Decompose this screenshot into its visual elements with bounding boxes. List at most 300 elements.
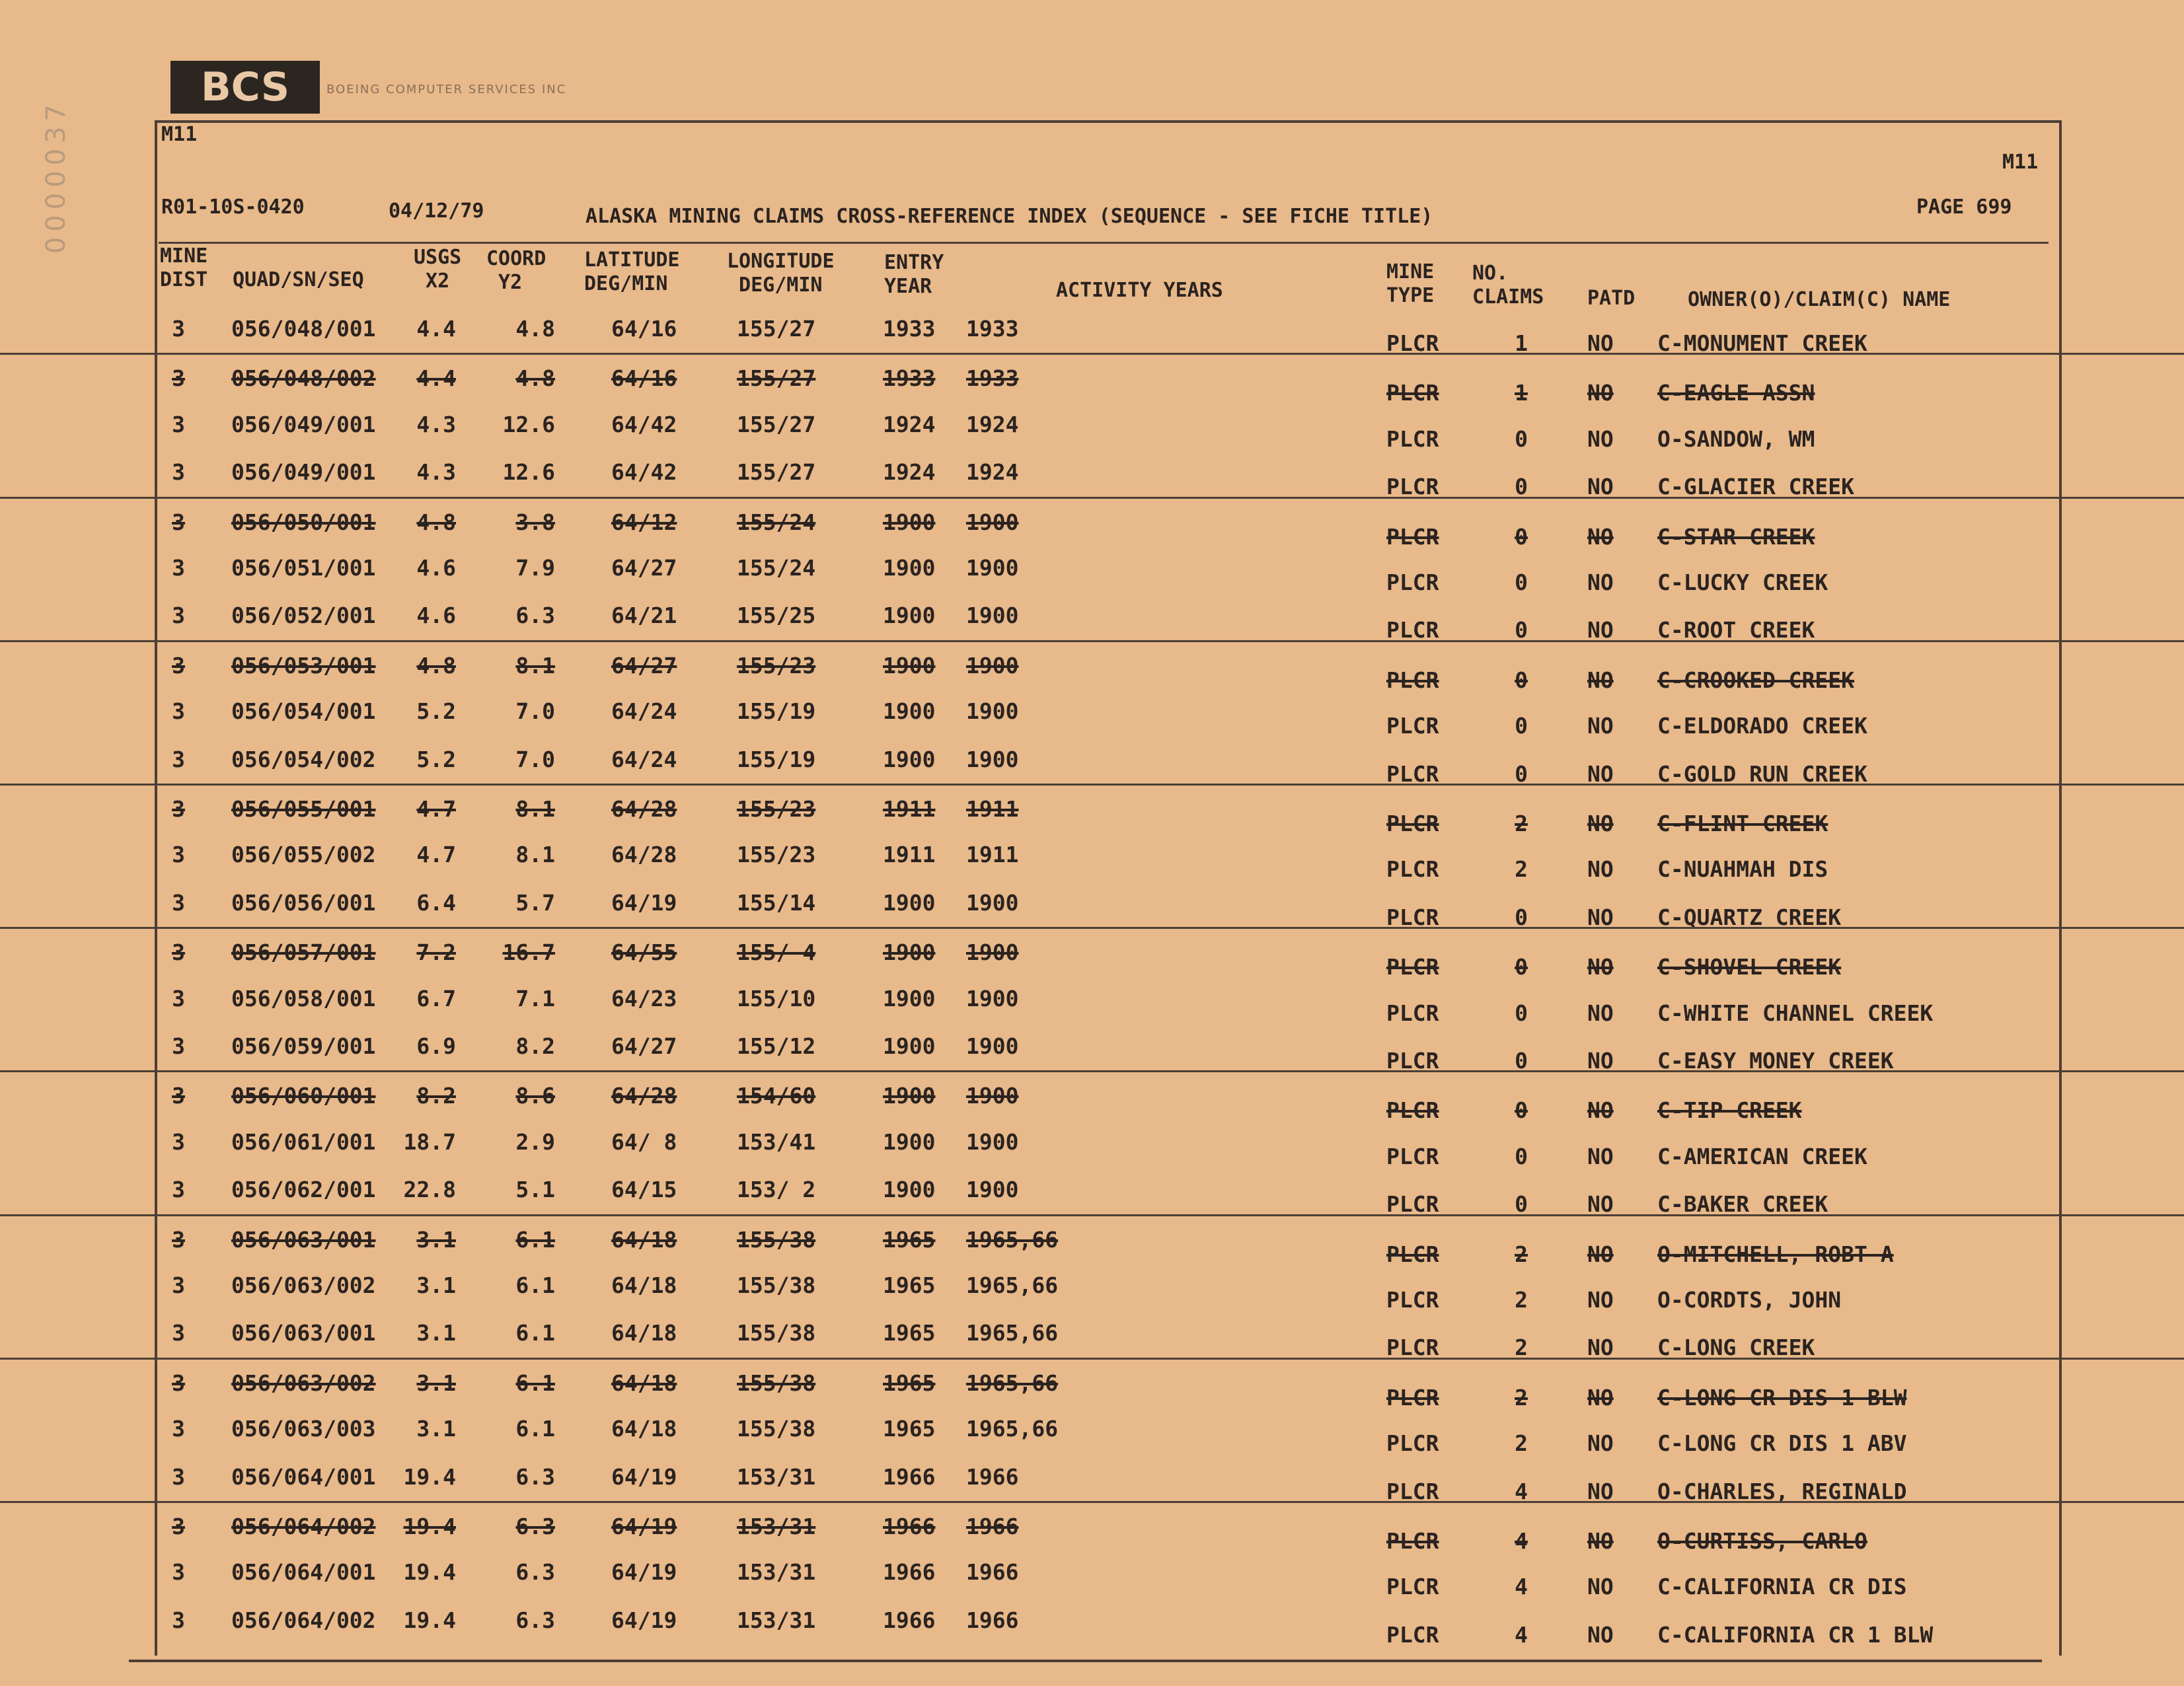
- cell-patd: NO: [1587, 1191, 1614, 1217]
- cell-claims: 0: [1515, 761, 1528, 787]
- cell-x2: 5.2: [416, 698, 456, 724]
- cell-y2: 6.1: [515, 1370, 555, 1396]
- table-row: [0, 879, 2184, 930]
- cell-lat: 64/16: [611, 365, 677, 391]
- cell-y2: 8.1: [515, 842, 555, 867]
- cell-claims: 2: [1515, 811, 1528, 836]
- cell-dist: 3: [172, 1416, 185, 1442]
- cell-lat: 64/18: [611, 1320, 677, 1346]
- cell-type: PLCR: [1386, 811, 1439, 836]
- cell-x2: 19.4: [403, 1559, 456, 1585]
- cell-type: PLCR: [1386, 1241, 1439, 1267]
- cell-x2: 3.1: [416, 1227, 456, 1253]
- cell-act: 1900: [966, 1083, 1019, 1109]
- cell-type: PLCR: [1386, 1144, 1439, 1169]
- cell-name: C-QUARTZ CREEK: [1657, 904, 1842, 930]
- cell-entry: 1933: [883, 316, 936, 342]
- cell-entry: 1900: [883, 939, 936, 965]
- cell-act: 1924: [966, 459, 1019, 485]
- cell-type: PLCR: [1386, 617, 1439, 643]
- cell-claims: 0: [1515, 617, 1528, 643]
- cell-dist: 3: [172, 1177, 185, 1202]
- cell-lat: 64/24: [611, 747, 677, 772]
- cell-lon: 155/24: [737, 509, 816, 535]
- cell-lat: 64/15: [611, 1177, 677, 1202]
- cell-dist: 3: [172, 1272, 185, 1298]
- cell-lat: 64/28: [611, 842, 677, 867]
- cell-act: 1900: [966, 747, 1019, 772]
- cell-lon: 155/25: [737, 603, 816, 628]
- cell-quad: 056/050/001: [231, 509, 376, 535]
- cell-entry: 1900: [883, 986, 936, 1011]
- fiche-label-left: M11: [161, 123, 198, 146]
- cell-quad: 056/064/001: [231, 1464, 376, 1490]
- cell-act: 1924: [966, 412, 1019, 437]
- cell-type: PLCR: [1386, 1430, 1439, 1456]
- cell-claims: 1: [1515, 380, 1528, 406]
- cell-type: PLCR: [1386, 1385, 1439, 1411]
- cell-patd: NO: [1587, 1335, 1614, 1360]
- cell-dist: 3: [172, 747, 185, 772]
- table-row: [0, 688, 2184, 739]
- cell-quad: 056/064/001: [231, 1559, 376, 1585]
- cell-x2: 3.1: [416, 1370, 456, 1396]
- cell-x2: 3.1: [416, 1416, 456, 1442]
- cell-y2: 3.8: [515, 509, 555, 535]
- cell-patd: NO: [1587, 954, 1614, 980]
- cell-patd: NO: [1587, 1479, 1614, 1504]
- cell-patd: NO: [1587, 904, 1614, 930]
- cell-act: 1965,66: [966, 1370, 1059, 1396]
- cell-name: C-EASY MONEY CREEK: [1657, 1048, 1894, 1074]
- table-row: [0, 975, 2184, 1026]
- cell-act: 1900: [966, 939, 1019, 965]
- cell-y2: 6.1: [515, 1320, 555, 1346]
- cell-entry: 1924: [883, 459, 936, 485]
- cell-x2: 3.1: [416, 1320, 456, 1346]
- cell-y2: 2.9: [515, 1129, 555, 1155]
- table-row: [0, 1023, 2184, 1074]
- cell-lon: 155/10: [737, 986, 816, 1011]
- cell-name: O-CHARLES, REGINALD: [1657, 1479, 1907, 1504]
- cell-claims: 0: [1515, 569, 1528, 595]
- cell-dist: 3: [172, 698, 185, 724]
- cell-claims: 0: [1515, 474, 1528, 499]
- cell-y2: 6.1: [515, 1416, 555, 1442]
- cell-act: 1965,66: [966, 1416, 1059, 1442]
- cell-quad: 056/061/001: [231, 1129, 376, 1155]
- cell-dist: 3: [172, 1033, 185, 1059]
- cell-lon: 155/14: [737, 890, 816, 916]
- cell-entry: 1965: [883, 1320, 936, 1346]
- table-row: [0, 1118, 2184, 1169]
- cell-lon: 155/23: [737, 842, 816, 867]
- cell-lon: 155/27: [737, 316, 816, 342]
- cell-quad: 056/055/001: [231, 796, 376, 822]
- cell-quad: 056/057/001: [231, 939, 376, 965]
- cell-lon: 153/41: [737, 1129, 816, 1155]
- cell-dist: 3: [172, 842, 185, 867]
- cell-name: C-GLACIER CREEK: [1657, 474, 1855, 499]
- cell-type: PLCR: [1386, 524, 1439, 550]
- cell-x2: 18.7: [403, 1129, 456, 1155]
- cell-quad: 056/063/001: [231, 1320, 376, 1346]
- col-header-latitude: LATITUDE DEG/MIN: [584, 248, 680, 295]
- cell-dist: 3: [172, 603, 185, 628]
- cell-x2: 4.3: [416, 459, 456, 485]
- cell-name: O-CORDTS, JOHN: [1657, 1287, 1842, 1313]
- cell-x2: 4.6: [416, 603, 456, 628]
- bcs-logo-subtitle: BOEING COMPUTER SERVICES INC: [326, 83, 567, 96]
- table-row: [0, 401, 2184, 452]
- cell-act: 1966: [966, 1559, 1019, 1585]
- cell-name: C-STAR CREEK: [1657, 524, 1815, 550]
- cell-claims: 0: [1515, 1191, 1528, 1217]
- cell-y2: 12.6: [502, 412, 555, 437]
- cell-name: C-ROOT CREEK: [1657, 617, 1815, 643]
- cell-lon: 155/27: [737, 459, 816, 485]
- cell-y2: 8.1: [515, 796, 555, 822]
- cell-claims: 4: [1515, 1479, 1528, 1504]
- cell-name: O-CURTISS, CARLO: [1657, 1528, 1867, 1554]
- cell-y2: 12.6: [502, 459, 555, 485]
- cell-lat: 64/19: [611, 1607, 677, 1633]
- col-header-claims: NO. CLAIMS: [1472, 262, 1544, 309]
- cell-lat: 64/27: [611, 1033, 677, 1059]
- cell-quad: 056/064/002: [231, 1514, 376, 1539]
- cell-x2: 4.7: [416, 842, 456, 867]
- cell-x2: 3.1: [416, 1272, 456, 1298]
- cell-quad: 056/049/001: [231, 459, 376, 485]
- cell-quad: 056/063/002: [231, 1272, 376, 1298]
- cell-act: 1900: [966, 509, 1019, 535]
- cell-lat: 64/27: [611, 555, 677, 581]
- cell-x2: 6.9: [416, 1033, 456, 1059]
- cell-x2: 19.4: [403, 1607, 456, 1633]
- cell-patd: NO: [1587, 1144, 1614, 1169]
- cell-patd: NO: [1587, 667, 1614, 693]
- table-row: [0, 784, 2184, 836]
- table-row: [0, 1549, 2184, 1599]
- cell-y2: 6.3: [515, 1464, 555, 1490]
- table-row: [0, 1309, 2184, 1360]
- cell-lat: 64/18: [611, 1416, 677, 1442]
- cell-type: PLCR: [1386, 904, 1439, 930]
- table-row: [0, 831, 2184, 882]
- cell-x2: 22.8: [403, 1177, 456, 1202]
- table-row: [0, 353, 2184, 406]
- cell-x2: 6.4: [416, 890, 456, 916]
- cell-patd: NO: [1587, 1430, 1614, 1456]
- cell-quad: 056/058/001: [231, 986, 376, 1011]
- cell-y2: 6.1: [515, 1227, 555, 1253]
- cell-y2: 8.6: [515, 1083, 555, 1109]
- col-header-mine-type: MINE TYPE: [1386, 260, 1435, 307]
- cell-name: C-LUCKY CREEK: [1657, 569, 1828, 595]
- cell-claims: 2: [1515, 1335, 1528, 1360]
- cell-x2: 4.6: [416, 555, 456, 581]
- cell-y2: 5.7: [515, 890, 555, 916]
- cell-y2: 5.1: [515, 1177, 555, 1202]
- cell-lon: 155/24: [737, 555, 816, 581]
- cell-lat: 64/16: [611, 316, 677, 342]
- table-row: [0, 640, 2184, 693]
- cell-lon: 153/31: [737, 1514, 816, 1539]
- cell-lat: 64/ 8: [611, 1129, 677, 1155]
- cell-entry: 1966: [883, 1464, 936, 1490]
- cell-dist: 3: [172, 555, 185, 581]
- table-row: [0, 449, 2184, 499]
- cell-patd: NO: [1587, 1000, 1614, 1026]
- cell-lat: 64/28: [611, 796, 677, 822]
- cell-type: PLCR: [1386, 1335, 1439, 1360]
- cell-type: PLCR: [1386, 1000, 1439, 1026]
- cell-type: PLCR: [1386, 1622, 1439, 1648]
- cell-y2: 7.1: [515, 986, 555, 1011]
- col-header-owner-name: OWNER(O)/CLAIM(C) NAME: [1688, 288, 1951, 311]
- cell-dist: 3: [172, 509, 185, 535]
- cell-entry: 1965: [883, 1416, 936, 1442]
- cell-entry: 1900: [883, 1177, 936, 1202]
- cell-lon: 155/12: [737, 1033, 816, 1059]
- cell-dist: 3: [172, 1514, 185, 1539]
- cell-name: C-LONG CREEK: [1657, 1335, 1815, 1360]
- report-title: ALASKA MINING CLAIMS CROSS-REFERENCE INDEX (SEQUENCE - SEE FICHE TITLE): [585, 205, 1433, 228]
- cell-claims: 1: [1515, 330, 1528, 356]
- cell-patd: NO: [1587, 426, 1614, 452]
- cell-lon: 155/38: [737, 1416, 816, 1442]
- cell-y2: 16.7: [502, 939, 555, 965]
- cell-type: PLCR: [1386, 474, 1439, 499]
- cell-entry: 1911: [883, 796, 936, 822]
- cell-x2: 19.4: [403, 1514, 456, 1539]
- cell-x2: 4.4: [416, 316, 456, 342]
- cell-dist: 3: [172, 1607, 185, 1633]
- cell-y2: 8.1: [515, 653, 555, 678]
- cell-lat: 64/23: [611, 986, 677, 1011]
- cell-lon: 155/19: [737, 698, 816, 724]
- cell-lat: 64/27: [611, 653, 677, 678]
- cell-entry: 1965: [883, 1272, 936, 1298]
- cell-patd: NO: [1587, 1048, 1614, 1074]
- cell-lon: 154/60: [737, 1083, 816, 1109]
- col-header-entry-year: ENTRY YEAR: [884, 251, 944, 298]
- cell-patd: NO: [1587, 1385, 1614, 1411]
- cell-patd: NO: [1587, 713, 1614, 739]
- table-row: [0, 544, 2184, 595]
- table-row: [0, 1597, 2184, 1648]
- table-row: [0, 1214, 2184, 1267]
- col-header-quad: QUAD/SN/SEQ: [233, 268, 364, 291]
- cell-act: 1965,66: [966, 1272, 1059, 1298]
- cell-act: 1900: [966, 555, 1019, 581]
- cell-claims: 2: [1515, 856, 1528, 882]
- cell-lon: 155/38: [737, 1272, 816, 1298]
- cell-x2: 4.8: [416, 653, 456, 678]
- cell-type: PLCR: [1386, 1191, 1439, 1217]
- table-row: [0, 1501, 2184, 1554]
- cell-y2: 7.9: [515, 555, 555, 581]
- cell-claims: 2: [1515, 1430, 1528, 1456]
- cell-type: PLCR: [1386, 1097, 1439, 1123]
- table-row: [0, 1405, 2184, 1456]
- cell-claims: 0: [1515, 524, 1528, 550]
- cell-act: 1911: [966, 796, 1019, 822]
- cell-patd: NO: [1587, 524, 1614, 550]
- cell-name: C-FLINT CREEK: [1657, 811, 1828, 836]
- cell-type: PLCR: [1386, 954, 1439, 980]
- cell-claims: 0: [1515, 1000, 1528, 1026]
- col-header-patd: PATD: [1587, 287, 1636, 310]
- cell-patd: NO: [1587, 569, 1614, 595]
- cell-lon: 155/38: [737, 1370, 816, 1396]
- col-header-mine-dist: MINE DIST: [160, 244, 208, 291]
- table-row: [0, 497, 2184, 550]
- cell-name: C-EAGLE ASSN: [1657, 380, 1815, 406]
- cell-type: PLCR: [1386, 856, 1439, 882]
- cell-dist: 3: [172, 986, 185, 1011]
- header-rule: [159, 242, 2049, 244]
- cell-dist: 3: [172, 890, 185, 916]
- table-row: [0, 592, 2184, 643]
- table-row: [0, 1358, 2184, 1411]
- cell-y2: 7.0: [515, 747, 555, 772]
- table-row: [0, 736, 2184, 787]
- cell-entry: 1900: [883, 555, 936, 581]
- cell-act: 1911: [966, 842, 1019, 867]
- cell-entry: 1900: [883, 1033, 936, 1059]
- cell-act: 1900: [966, 986, 1019, 1011]
- cell-act: 1900: [966, 653, 1019, 678]
- cell-lat: 64/18: [611, 1272, 677, 1298]
- cell-lat: 64/18: [611, 1370, 677, 1396]
- cell-x2: 7.2: [416, 939, 456, 965]
- cell-act: 1900: [966, 1033, 1019, 1059]
- cell-claims: 4: [1515, 1622, 1528, 1648]
- cell-quad: 056/048/001: [231, 316, 376, 342]
- cell-quad: 056/056/001: [231, 890, 376, 916]
- cell-act: 1933: [966, 316, 1019, 342]
- cell-y2: 6.3: [515, 1559, 555, 1585]
- cell-lon: 153/ 2: [737, 1177, 816, 1202]
- col-header-coord: COORD Y2: [486, 247, 546, 294]
- cell-claims: 0: [1515, 1144, 1528, 1169]
- cell-patd: NO: [1587, 380, 1614, 406]
- cell-name: O-MITCHELL, ROBT A: [1657, 1241, 1894, 1267]
- cell-act: 1933: [966, 365, 1019, 391]
- document-stamp-number: 0000037: [41, 99, 71, 254]
- cell-name: C-CALIFORNIA CR DIS: [1657, 1574, 1907, 1599]
- cell-entry: 1924: [883, 412, 936, 437]
- cell-claims: 4: [1515, 1574, 1528, 1599]
- cell-lon: 155/23: [737, 796, 816, 822]
- cell-lon: 153/31: [737, 1464, 816, 1490]
- cell-quad: 056/049/001: [231, 412, 376, 437]
- cell-patd: NO: [1587, 330, 1614, 356]
- cell-entry: 1966: [883, 1559, 936, 1585]
- cell-name: C-GOLD RUN CREEK: [1657, 761, 1867, 787]
- cell-name: C-LONG CR DIS 1 BLW: [1657, 1385, 1907, 1411]
- cell-y2: 7.0: [515, 698, 555, 724]
- fiche-label-right: M11: [2002, 151, 2039, 174]
- cell-patd: NO: [1587, 617, 1614, 643]
- cell-act: 1900: [966, 1129, 1019, 1155]
- cell-quad: 056/054/002: [231, 747, 376, 772]
- cell-entry: 1966: [883, 1514, 936, 1539]
- cell-claims: 0: [1515, 904, 1528, 930]
- cell-claims: 4: [1515, 1528, 1528, 1554]
- cell-claims: 0: [1515, 713, 1528, 739]
- cell-lat: 64/55: [611, 939, 677, 965]
- cell-type: PLCR: [1386, 1479, 1439, 1504]
- cell-quad: 056/054/001: [231, 698, 376, 724]
- report-date: 04/12/79: [389, 200, 484, 223]
- table-row: [0, 305, 2184, 356]
- col-header-activity-years: ACTIVITY YEARS: [1056, 279, 1223, 302]
- cell-x2: 4.8: [416, 509, 456, 535]
- report-id: R01-10S-0420: [161, 196, 305, 219]
- cell-lon: 155/27: [737, 412, 816, 437]
- cell-claims: 0: [1515, 1048, 1528, 1074]
- cell-claims: 0: [1515, 954, 1528, 980]
- cell-dist: 3: [172, 796, 185, 822]
- cell-dist: 3: [172, 1559, 185, 1585]
- table-row: [0, 1262, 2184, 1313]
- cell-type: PLCR: [1386, 1528, 1439, 1554]
- cell-lat: 64/28: [611, 1083, 677, 1109]
- cell-lon: 155/38: [737, 1227, 816, 1253]
- cell-patd: NO: [1587, 1622, 1614, 1648]
- cell-dist: 3: [172, 459, 185, 485]
- cell-lon: 155/ 4: [737, 939, 816, 965]
- cell-name: C-LONG CR DIS 1 ABV: [1657, 1430, 1907, 1456]
- cell-entry: 1900: [883, 698, 936, 724]
- cell-type: PLCR: [1386, 330, 1439, 356]
- cell-name: C-CROOKED CREEK: [1657, 667, 1855, 693]
- cell-y2: 6.1: [515, 1272, 555, 1298]
- cell-act: 1966: [966, 1464, 1019, 1490]
- cell-patd: NO: [1587, 1574, 1614, 1599]
- cell-entry: 1900: [883, 890, 936, 916]
- cell-name: O-SANDOW, WM: [1657, 426, 1815, 452]
- cell-entry: 1900: [883, 653, 936, 678]
- cell-dist: 3: [172, 1129, 185, 1155]
- table-row: [0, 1166, 2184, 1217]
- cell-entry: 1933: [883, 365, 936, 391]
- cell-name: C-CALIFORNIA CR 1 BLW: [1657, 1622, 1934, 1648]
- cell-entry: 1900: [883, 509, 936, 535]
- cell-type: PLCR: [1386, 1287, 1439, 1313]
- cell-type: PLCR: [1386, 426, 1439, 452]
- cell-quad: 056/063/002: [231, 1370, 376, 1396]
- cell-x2: 8.2: [416, 1083, 456, 1109]
- cell-act: 1900: [966, 1177, 1019, 1202]
- cell-type: PLCR: [1386, 1574, 1439, 1599]
- cell-patd: NO: [1587, 1287, 1614, 1313]
- cell-y2: 4.8: [515, 316, 555, 342]
- cell-act: 1966: [966, 1607, 1019, 1633]
- cell-quad: 056/055/002: [231, 842, 376, 867]
- cell-x2: 4.3: [416, 412, 456, 437]
- cell-entry: 1965: [883, 1227, 936, 1253]
- cell-claims: 0: [1515, 426, 1528, 452]
- cell-dist: 3: [172, 1227, 185, 1253]
- cell-y2: 4.8: [515, 365, 555, 391]
- cell-lat: 64/19: [611, 1464, 677, 1490]
- cell-lat: 64/21: [611, 603, 677, 628]
- cell-quad: 056/063/001: [231, 1227, 376, 1253]
- cell-type: PLCR: [1386, 1048, 1439, 1074]
